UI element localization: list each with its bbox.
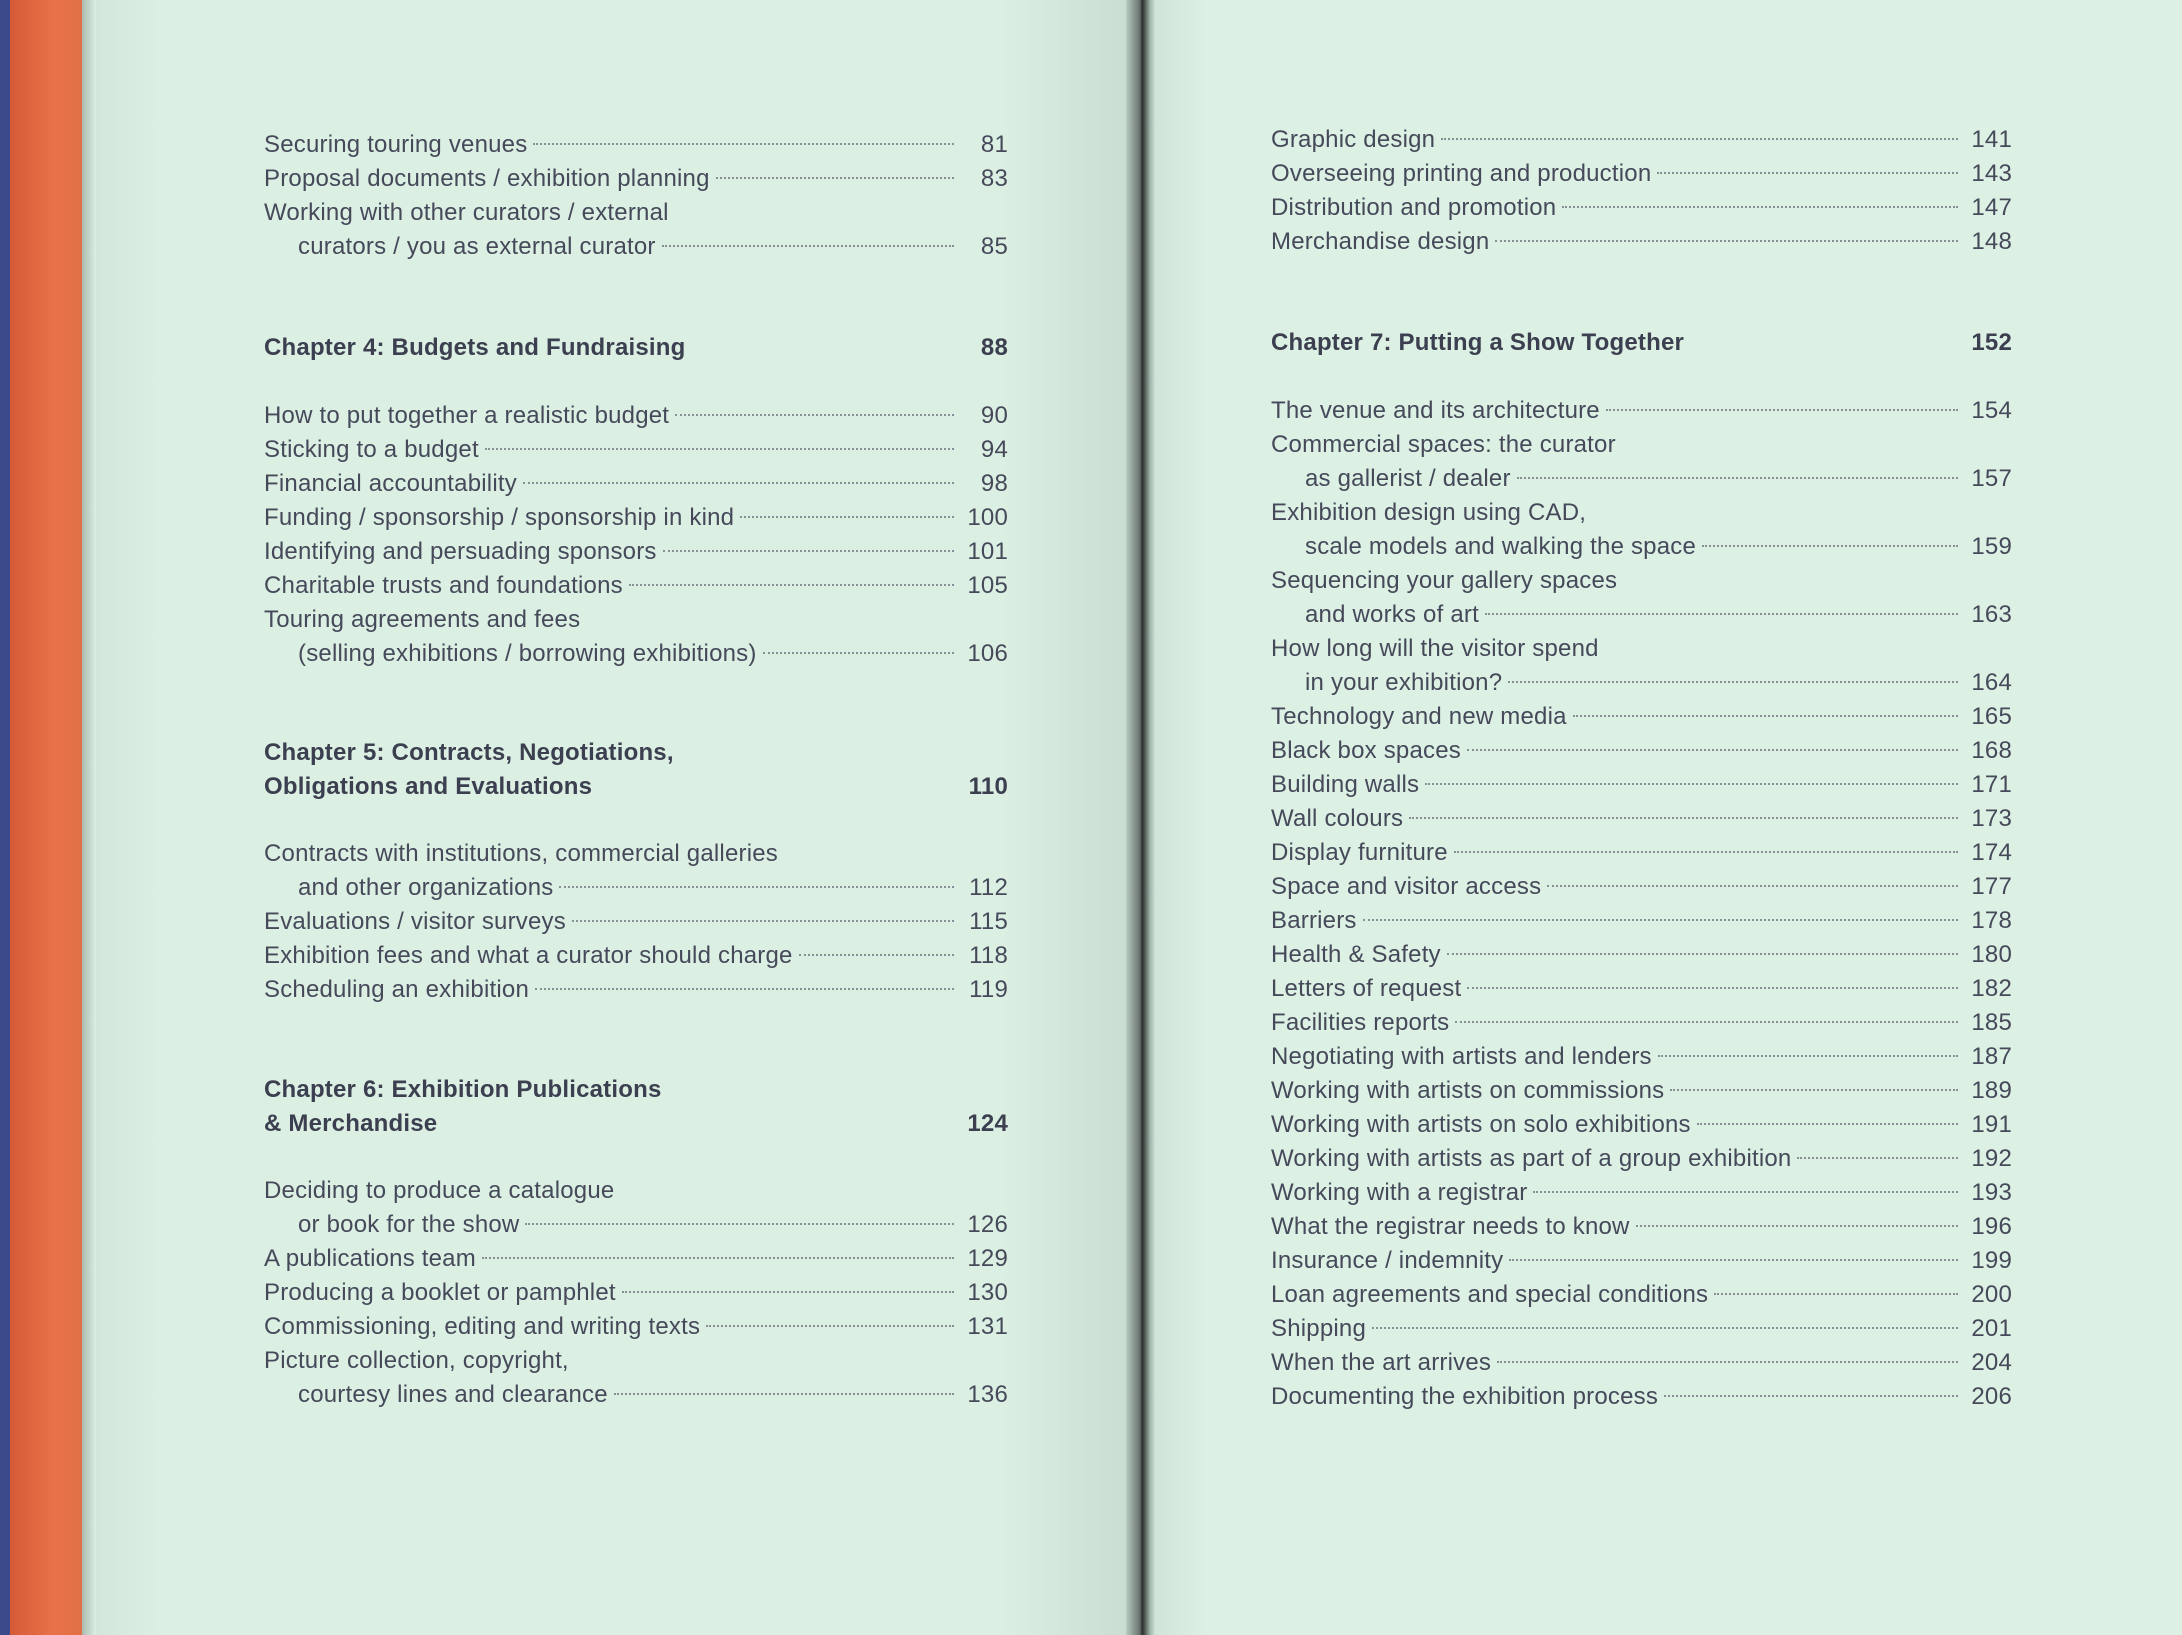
- leader-dots: [1670, 1089, 1958, 1091]
- toc-entry-label: Barriers: [1271, 907, 1357, 934]
- leader-dots: [1697, 1123, 1958, 1125]
- toc-entry: [264, 1174, 1008, 1242]
- leader-dots: [629, 584, 954, 586]
- toc-entry-label: Insurance / indemnity: [1271, 1247, 1504, 1274]
- toc-entry: [264, 837, 1008, 905]
- book-gutter: [1126, 0, 1156, 1635]
- leader-dots: [523, 482, 954, 484]
- chapter-heading: [264, 1073, 1008, 1141]
- toc-entry-page: 148: [1971, 228, 2012, 255]
- leader-dots: [559, 886, 954, 888]
- toc-entry-page: 168: [1971, 737, 2012, 764]
- leader-dots: [1702, 545, 1958, 547]
- leader-dots: [1533, 1191, 1958, 1193]
- leader-dots: [1455, 1021, 1958, 1023]
- toc-entry: [1271, 972, 2012, 1006]
- toc-entry-label: Building walls: [1271, 771, 1420, 798]
- toc-entry-page: 83: [980, 165, 1008, 192]
- chapter-title: Chapter 4: Budgets and Fundraising: [264, 334, 686, 361]
- toc-entry-label: Exhibition design using CAD,: [1271, 499, 1587, 526]
- leader-dots: [1497, 1361, 1958, 1363]
- toc-entry-label: What the registrar needs to know: [1271, 1213, 1630, 1240]
- toc-entry-label: How long will the visitor spend: [1271, 635, 1599, 662]
- toc-entry: [264, 1276, 1008, 1310]
- toc-entry-page: 174: [1971, 839, 2012, 866]
- toc-entry-label: Wall colours: [1271, 805, 1404, 832]
- toc-entry-page: 119: [969, 976, 1008, 1003]
- toc-entry: [264, 162, 1008, 196]
- toc-entry: [1271, 938, 2012, 972]
- toc-entry: [264, 196, 1008, 264]
- toc-entry-label: Graphic design: [1271, 126, 1436, 153]
- chapter-page: 124: [967, 1110, 1008, 1137]
- toc-entry: [1271, 564, 2012, 632]
- toc-entry: [1271, 1074, 2012, 1108]
- toc-entry-label: Contracts with institutions, commercial galleries: [264, 840, 778, 867]
- toc-entry: [1271, 1040, 2012, 1074]
- toc-entry: [264, 128, 1008, 162]
- toc-entry-label: Negotiating with artists and lenders: [1271, 1043, 1652, 1070]
- toc-entry-label: Identifying and persuading sponsors: [264, 538, 657, 565]
- chapter-heading: [264, 736, 1008, 804]
- toc-entry-page: 105: [967, 572, 1008, 599]
- toc-entry: [1271, 904, 2012, 938]
- toc-entry: [264, 501, 1008, 535]
- toc-entry: [1271, 1006, 2012, 1040]
- toc-entry-label: Sticking to a budget: [264, 436, 479, 463]
- leader-dots: [1447, 953, 1958, 955]
- toc-entry-label: Scheduling an exhibition: [264, 976, 529, 1003]
- toc-entry-page: 164: [1971, 669, 2012, 696]
- toc-entry: [1271, 768, 2012, 802]
- toc-entry-page: 165: [1971, 703, 2012, 730]
- leader-dots: [1517, 477, 1958, 479]
- toc-entry-label: Picture collection, copyright,: [264, 1347, 569, 1374]
- leader-dots: [1636, 1225, 1958, 1227]
- toc-entry: [1271, 870, 2012, 904]
- book-spine: [10, 0, 82, 1635]
- toc-entry-label: Financial accountability: [264, 470, 517, 497]
- toc-entry-label: Black box spaces: [1271, 737, 1461, 764]
- toc-entry-label: Display furniture: [1271, 839, 1448, 866]
- toc-entry: [1271, 734, 2012, 768]
- toc-entry-label: Loan agreements and special conditions: [1271, 1281, 1709, 1308]
- toc-entry: [1271, 394, 2012, 428]
- toc-entry: [1271, 1380, 2012, 1414]
- leader-dots: [1454, 851, 1958, 853]
- toc-entry-page: 199: [1971, 1247, 2012, 1274]
- toc-entry: [1271, 191, 2012, 225]
- toc-entry-label: Evaluations / visitor surveys: [264, 908, 566, 935]
- toc-entry-continuation: scale models and walking the space: [1305, 533, 1697, 560]
- toc-entry-label: Exhibition fees and what a curator should charge: [264, 942, 793, 969]
- toc-entry-page: 154: [1971, 397, 2012, 424]
- toc-entry-continuation: and works of art: [1305, 601, 1479, 628]
- toc-entry-label: Sequencing your gallery spaces: [1271, 567, 1618, 594]
- toc-entry-label: Working with artists on commissions: [1271, 1077, 1665, 1104]
- toc-entry-page: 177: [1971, 873, 2012, 900]
- leader-dots: [663, 550, 954, 552]
- toc-entry-page: 173: [1971, 805, 2012, 832]
- toc-entry-page: 118: [969, 942, 1008, 969]
- toc-entry-label: Deciding to produce a catalogue: [264, 1177, 615, 1204]
- toc-entry-page: 171: [1971, 771, 2012, 798]
- toc-entry-label: Facilities reports: [1271, 1009, 1450, 1036]
- toc-entry-label: Working with artists as part of a group exhibition: [1271, 1145, 1792, 1172]
- toc-entry: [264, 1242, 1008, 1276]
- toc-entry: [1271, 1278, 2012, 1312]
- toc-entry: [1271, 496, 2012, 564]
- toc-entry-label: Shipping: [1271, 1315, 1367, 1342]
- toc-entry-label: Distribution and promotion: [1271, 194, 1557, 221]
- toc-entry-page: 201: [1971, 1315, 2012, 1342]
- toc-entry: [264, 939, 1008, 973]
- leader-dots: [614, 1393, 954, 1395]
- leader-dots: [1547, 885, 1958, 887]
- toc-entry: [1271, 1108, 2012, 1142]
- toc-entry-page: 112: [969, 874, 1008, 901]
- leader-dots: [1467, 987, 1958, 989]
- toc-entry-label: Working with a registrar: [1271, 1179, 1528, 1206]
- chapter-title: Chapter 6: Exhibition Publications: [264, 1076, 662, 1103]
- toc-entry-continuation: as gallerist / dealer: [1305, 465, 1511, 492]
- toc-entry-page: 94: [980, 436, 1008, 463]
- toc-entry-page: 130: [967, 1279, 1008, 1306]
- chapter-title-line2: & Merchandise: [264, 1110, 438, 1137]
- toc-entry: [264, 399, 1008, 433]
- leader-dots: [1797, 1157, 1958, 1159]
- toc-entry-page: 136: [967, 1381, 1008, 1408]
- toc-entry-label: Commissioning, editing and writing texts: [264, 1313, 701, 1340]
- leader-dots: [706, 1325, 954, 1327]
- toc-entry-label: Letters of request: [1271, 975, 1462, 1002]
- toc-entry-label: Overseeing printing and production: [1271, 160, 1652, 187]
- leader-dots: [1508, 681, 1958, 683]
- leader-dots: [1658, 1055, 1958, 1057]
- toc-entry-page: 187: [1971, 1043, 2012, 1070]
- leader-dots: [763, 652, 954, 654]
- toc-entry-label: Funding / sponsorship / sponsorship in kind: [264, 504, 735, 531]
- leader-dots: [1363, 919, 1958, 921]
- toc-entry-page: 147: [1971, 194, 2012, 221]
- leader-dots: [716, 177, 954, 179]
- toc-entry-continuation: curators / you as external curator: [298, 233, 656, 260]
- toc-entry: [1271, 836, 2012, 870]
- toc-entry-page: 90: [980, 402, 1008, 429]
- toc-entry-page: 115: [969, 908, 1008, 935]
- toc-entry: [1271, 428, 2012, 496]
- toc-entry: [264, 1344, 1008, 1412]
- leader-dots: [482, 1257, 954, 1259]
- toc-entry-continuation: courtesy lines and clearance: [298, 1381, 608, 1408]
- toc-entry-label: Documenting the exhibition process: [1271, 1383, 1659, 1410]
- leader-dots: [1562, 206, 1958, 208]
- toc-entry-page: 159: [1971, 533, 2012, 560]
- toc-entry-page: 178: [1971, 907, 2012, 934]
- leader-dots: [799, 954, 954, 956]
- chapter-page: 152: [1971, 329, 2012, 356]
- toc-entry-page: 98: [980, 470, 1008, 497]
- leader-dots: [1495, 240, 1958, 242]
- toc-entry-page: 141: [1971, 126, 2012, 153]
- toc-entry-page: 192: [1971, 1145, 2012, 1172]
- leader-dots: [525, 1223, 954, 1225]
- chapter-title-line2: Obligations and Evaluations: [264, 773, 593, 800]
- toc-entry-label: Working with other curators / external: [264, 199, 669, 226]
- toc-entry: [1271, 157, 2012, 191]
- toc-entry: [264, 467, 1008, 501]
- toc-entry-page: 143: [1971, 160, 2012, 187]
- toc-entry: [1271, 700, 2012, 734]
- toc-entry-continuation: in your exhibition?: [1305, 669, 1503, 696]
- chapter-page: 110: [968, 773, 1008, 800]
- toc-entry: [264, 535, 1008, 569]
- toc-entry-label: The venue and its architecture: [1271, 397, 1600, 424]
- leader-dots: [485, 448, 954, 450]
- leader-dots: [1409, 817, 1958, 819]
- toc-entry: [1271, 1210, 2012, 1244]
- toc-entry-page: 85: [980, 233, 1008, 260]
- toc-entry-label: Health & Safety: [1271, 941, 1441, 968]
- toc-entry-label: Merchandise design: [1271, 228, 1490, 255]
- chapter-page: 88: [980, 334, 1008, 361]
- leader-dots: [1573, 715, 1958, 717]
- toc-entry-page: 157: [1971, 465, 2012, 492]
- toc-entry: [1271, 123, 2012, 157]
- chapter-title: Chapter 7: Putting a Show Together: [1271, 329, 1685, 356]
- chapter-heading: [1271, 326, 2012, 360]
- toc-entry-page: 126: [967, 1211, 1008, 1238]
- toc-entry-page: 131: [967, 1313, 1008, 1340]
- toc-entry-page: 182: [1971, 975, 2012, 1002]
- toc-entry-label: When the art arrives: [1271, 1349, 1492, 1376]
- toc-entry-label: How to put together a realistic budget: [264, 402, 670, 429]
- toc-entry-page: 129: [967, 1245, 1008, 1272]
- toc-entry: [264, 603, 1008, 671]
- toc-entry-page: 106: [967, 640, 1008, 667]
- leader-dots: [572, 920, 954, 922]
- toc-entry-page: 100: [967, 504, 1008, 531]
- toc-entry: [264, 1310, 1008, 1344]
- leader-dots: [1657, 172, 1958, 174]
- toc-entry-label: Working with artists on solo exhibitions: [1271, 1111, 1691, 1138]
- toc-entry: [1271, 225, 2012, 259]
- toc-entry-page: 180: [1971, 941, 2012, 968]
- toc-entry-label: Technology and new media: [1271, 703, 1567, 730]
- toc-entry: [1271, 1142, 2012, 1176]
- leader-dots: [1664, 1395, 1958, 1397]
- toc-entry-label: Producing a booklet or pamphlet: [264, 1279, 616, 1306]
- leader-dots: [662, 245, 954, 247]
- toc-entry-label: Space and visitor access: [1271, 873, 1542, 900]
- leader-dots: [1485, 613, 1958, 615]
- toc-entry-page: 191: [1971, 1111, 2012, 1138]
- leader-dots: [1441, 138, 1958, 140]
- leader-dots: [1509, 1259, 1958, 1261]
- leader-dots: [740, 516, 954, 518]
- toc-entry-page: 200: [1971, 1281, 2012, 1308]
- leader-dots: [535, 988, 954, 990]
- toc-entry-page: 189: [1971, 1077, 2012, 1104]
- toc-entry-page: 193: [1971, 1179, 2012, 1206]
- toc-entry: [264, 433, 1008, 467]
- toc-entry-page: 185: [1971, 1009, 2012, 1036]
- toc-entry: [264, 973, 1008, 1007]
- toc-entry-label: Touring agreements and fees: [264, 606, 581, 633]
- leader-dots: [1606, 409, 1958, 411]
- toc-entry: [1271, 1312, 2012, 1346]
- toc-entry: [1271, 1244, 2012, 1278]
- spine-shadow: [82, 0, 96, 1635]
- toc-entry-page: 196: [1971, 1213, 2012, 1240]
- toc-entry-label: A publications team: [264, 1245, 476, 1272]
- chapter-heading: [264, 331, 1008, 365]
- leader-dots: [1467, 749, 1958, 751]
- toc-entry: [264, 569, 1008, 603]
- toc-entry-label: Proposal documents / exhibition planning: [264, 165, 710, 192]
- toc-entry: [264, 905, 1008, 939]
- leader-dots: [533, 143, 954, 145]
- book-cover-edge: [0, 0, 10, 1635]
- leader-dots: [1425, 783, 1958, 785]
- leader-dots: [1714, 1293, 1958, 1295]
- toc-entry-continuation: (selling exhibitions / borrowing exhibitions): [298, 640, 757, 667]
- toc-entry-page: 101: [967, 538, 1008, 565]
- chapter-title: Chapter 5: Contracts, Negotiations,: [264, 739, 674, 766]
- toc-entry-page: 204: [1971, 1349, 2012, 1376]
- leader-dots: [1372, 1327, 1958, 1329]
- toc-entry: [1271, 1176, 2012, 1210]
- toc-entry: [1271, 632, 2012, 700]
- toc-entry: [1271, 802, 2012, 836]
- toc-entry-page: 81: [980, 131, 1008, 158]
- toc-entry-continuation: and other organizations: [298, 874, 554, 901]
- toc-entry: [1271, 1346, 2012, 1380]
- toc-entry-continuation: or book for the show: [298, 1211, 520, 1238]
- toc-entry-label: Commercial spaces: the curator: [1271, 431, 1616, 458]
- toc-entry-page: 163: [1971, 601, 2012, 628]
- toc-entry-page: 206: [1971, 1383, 2012, 1410]
- leader-dots: [622, 1291, 954, 1293]
- leader-dots: [675, 414, 954, 416]
- toc-entry-label: Securing touring venues: [264, 131, 528, 158]
- toc-entry-label: Charitable trusts and foundations: [264, 572, 623, 599]
